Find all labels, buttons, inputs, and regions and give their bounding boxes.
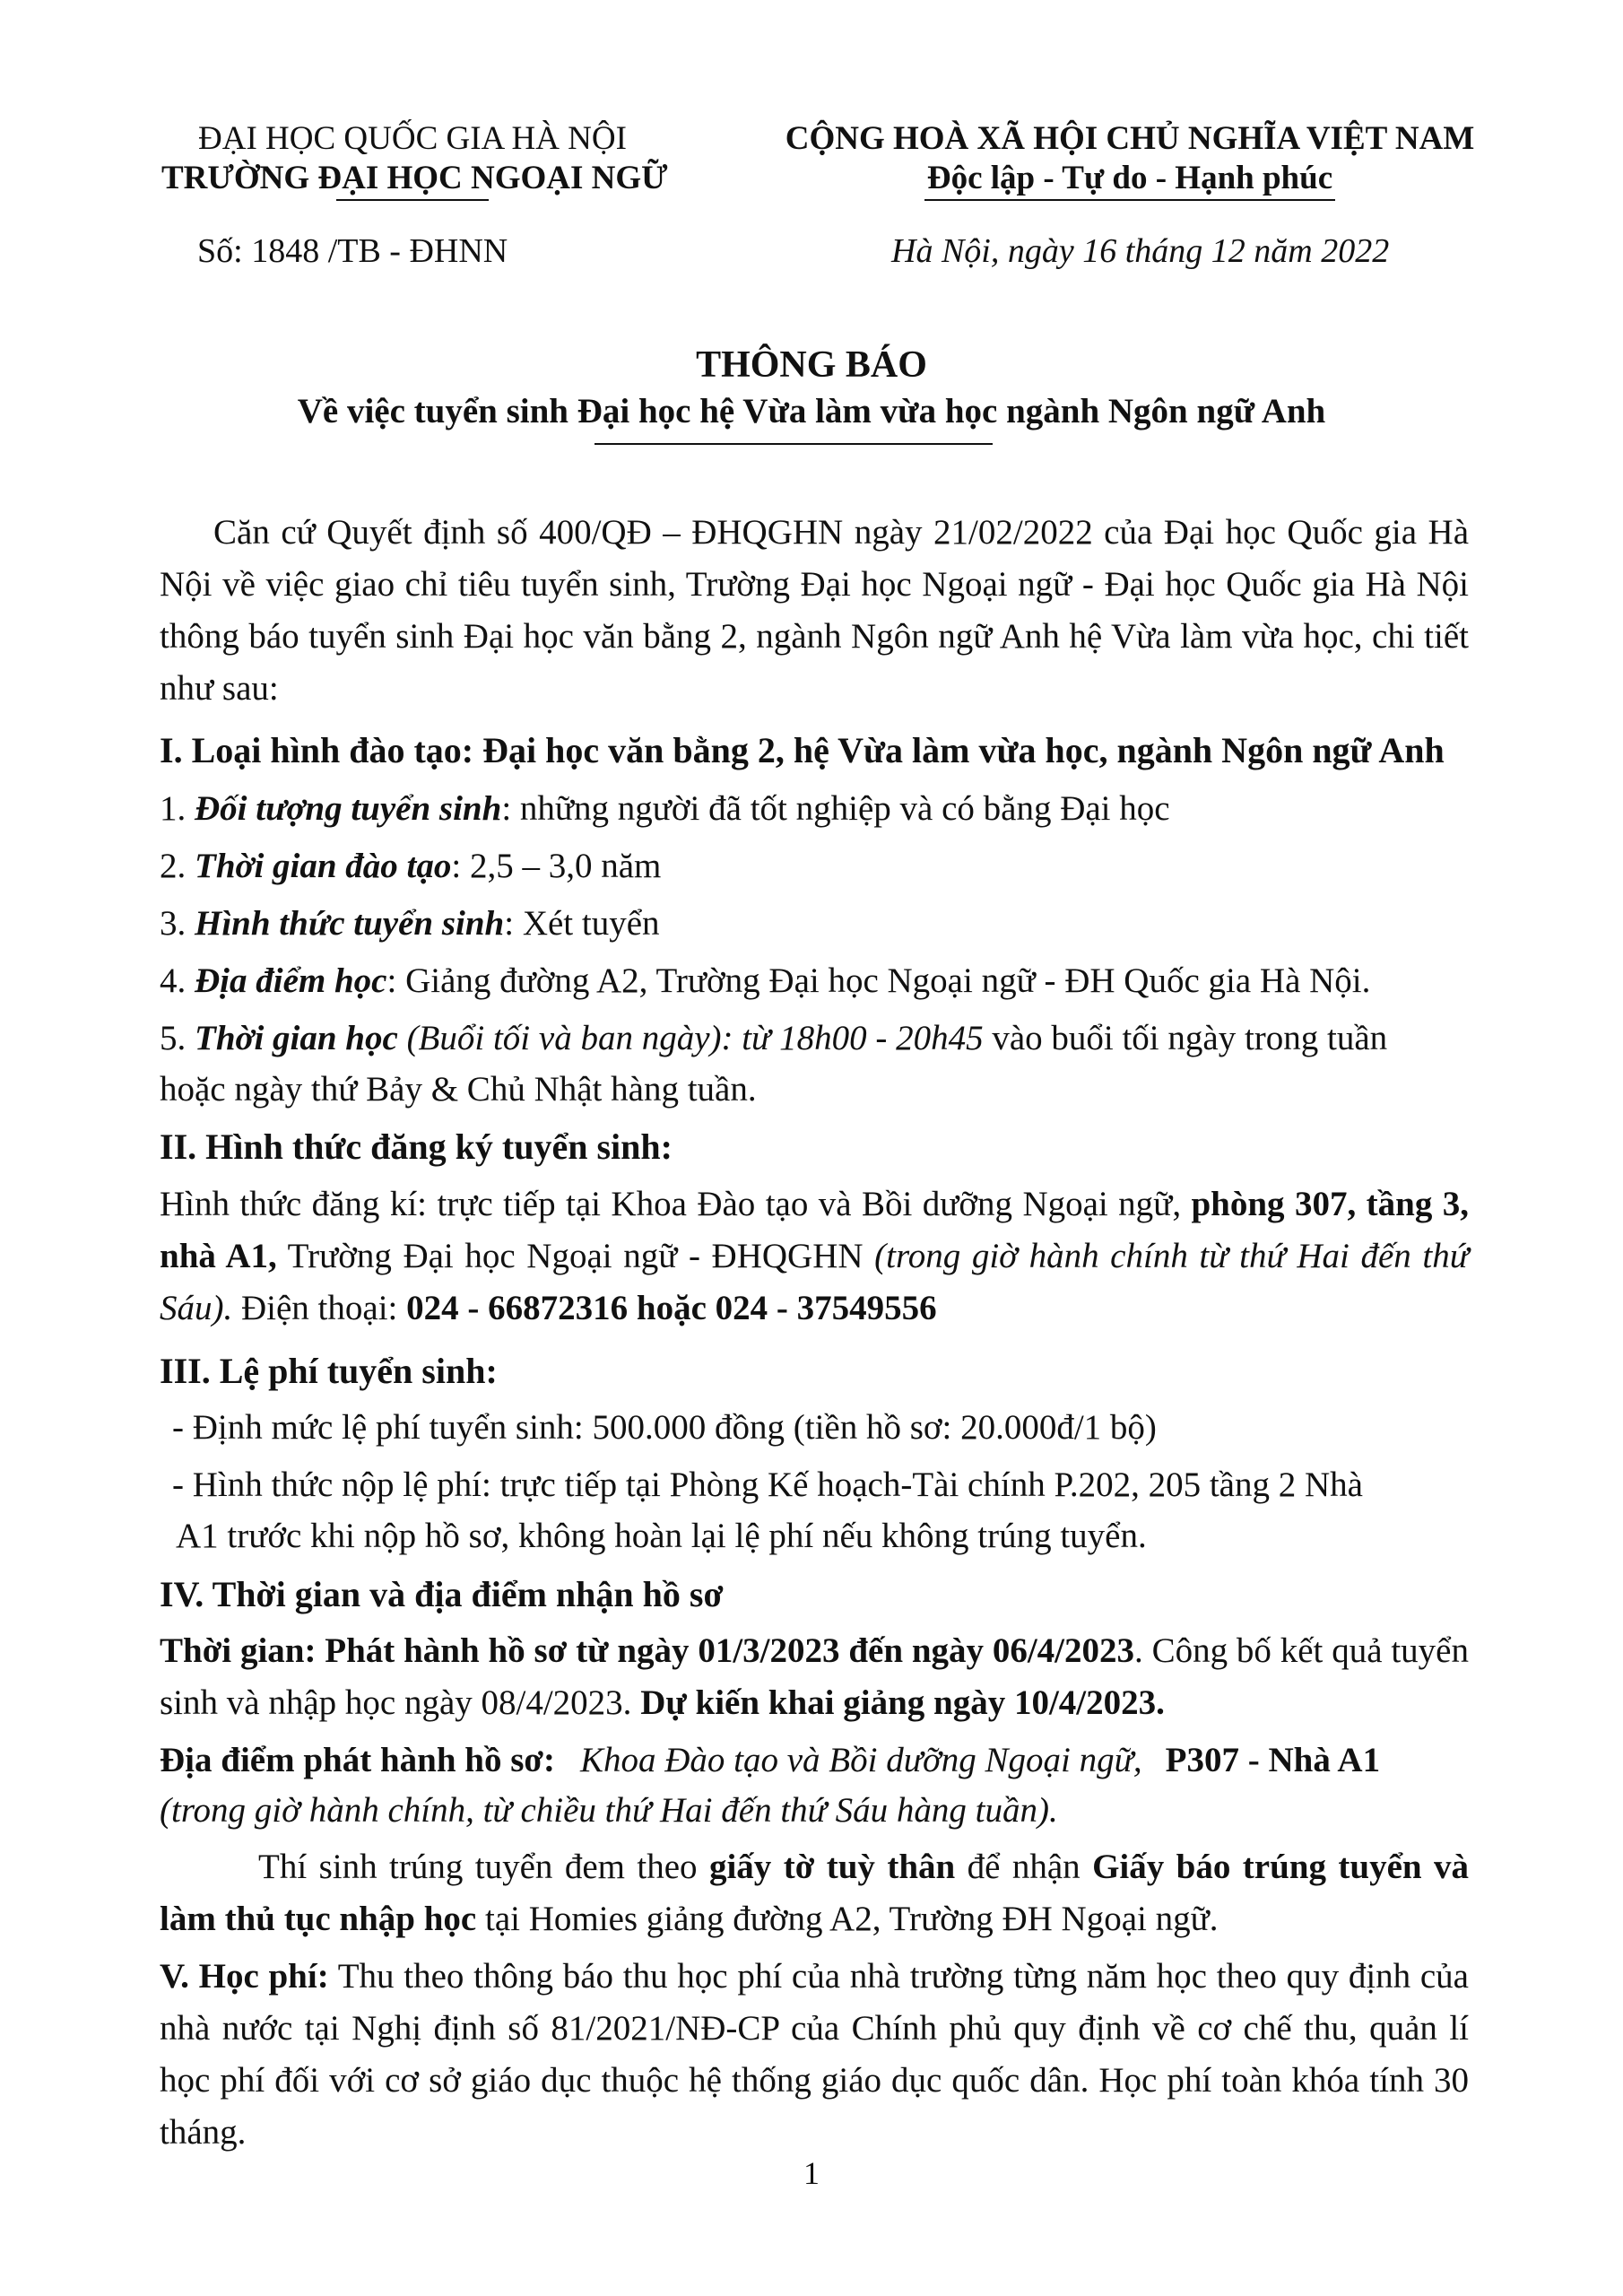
page-subtitle: Về việc tuyển sinh Đại học hệ Vừa làm vừa học ngành Ngôn ngữ Anh bbox=[297, 392, 1326, 430]
section-5-paragraph: V. Học phí: Thu theo thông báo thu học phí của nhà trường từng năm học theo quy định của nhà nước tại Nghị định số 81/2021/NĐ-CP của Chính phủ quy định về cơ chế thu, quản lí học phí đối với cơ sở giáo dục thuộc hệ thống giáo dục quốc dân. Học phí toàn khóa tính 30 tháng. bbox=[160, 1957, 1469, 2152]
section-3-fee-amount: - Định mức lệ phí tuyển sinh: 500.000 đồng (tiền hồ sơ: 20.000đ/1 bộ) bbox=[172, 1408, 1157, 1447]
document-number: Số: 1848 /TB - ĐHNN bbox=[197, 232, 508, 270]
university-name: ĐẠI HỌC QUỐC GIA HÀ NỘI bbox=[198, 120, 627, 157]
section-1-item-5: 5. Thời gian học (Buổi tối và ban ngày): từ 18h00 - 20h45 vào buổi tối ngày trong tuần bbox=[160, 1019, 1388, 1057]
section-4-note: Thí sinh trúng tuyển đem theo giấy tờ tuỳ thân để nhận Giấy báo trúng tuyển và làm thủ tục nhập học tại Homies giảng đường A2, Trường ĐH Ngoại ngữ. bbox=[160, 1848, 1469, 1938]
subtitle-underline bbox=[595, 443, 993, 445]
section-3-fee-method-continued: A1 trước khi nộp hồ sơ, không hoàn lại lệ phí nếu không trúng tuyển. bbox=[176, 1517, 1147, 1555]
section-5-heading: V. Học phí: bbox=[160, 1957, 329, 1996]
section-1-item-4: 4. Địa điểm học: Giảng đường A2, Trường Đại học Ngoại ngữ - ĐH Quốc gia Hà Nội. bbox=[160, 961, 1371, 1000]
section-2-paragraph: Hình thức đăng kí: trực tiếp tại Khoa Đào tạo và Bồi dưỡng Ngoại ngữ, phòng 307, tầng 3, nhà A1, Trường Đại học Ngoại ngữ - ĐHQGHN (trong giờ hành chính từ thứ Hai đến thứ Sáu). Điện thoại: 024 - 66872316 hoặc 024 - 37549556 bbox=[160, 1185, 1469, 1327]
section-1-item-2: 2. Thời gian đào tạo: 2,5 – 3,0 năm bbox=[160, 847, 662, 885]
left-header-underline bbox=[336, 199, 489, 201]
page-title: THÔNG BÁO bbox=[696, 344, 927, 386]
section-2-heading: II. Hình thức đăng ký tuyển sinh: bbox=[160, 1126, 673, 1167]
section-4-place-hours: (trong giờ hành chính, từ chiều thứ Hai đến thứ Sáu hàng tuần). bbox=[160, 1791, 1058, 1830]
section-1-item-1: 1. Đối tượng tuyển sinh: những người đã tốt nghiệp và có bằng Đại học bbox=[160, 789, 1170, 828]
document-date: Hà Nội, ngày 16 tháng 12 năm 2022 bbox=[891, 232, 1390, 270]
section-1-heading: I. Loại hình đào tạo: Đại học văn bằng 2, hệ Vừa làm vừa học, ngành Ngôn ngữ Anh bbox=[160, 730, 1445, 770]
section-4-time: Thời gian: Phát hành hồ sơ từ ngày 01/3/2023 đến ngày 06/4/2023. Công bố kết quả tuyển sinh và nhập học ngày 08/4/2023. Dự kiến khai giảng ngày 10/4/2023. bbox=[160, 1631, 1469, 1722]
page-number: 1 bbox=[803, 2155, 820, 2191]
right-header-underline bbox=[924, 199, 1335, 201]
intro-paragraph: Căn cứ Quyết định số 400/QĐ – ĐHQGHN ngày 21/02/2022 của Đại học Quốc gia Hà Nội về việc giao chỉ tiêu tuyển sinh, Trường Đại học Ngoại ngữ - Đại học Quốc gia Hà Nội thông báo tuyển sinh Đại học văn bằng 2, ngành Ngôn ngữ Anh hệ Vừa làm vừa học, chi tiết như sau: bbox=[160, 513, 1469, 708]
section-4-place: Địa điểm phát hành hồ sơ: Khoa Đào tạo và Bồi dưỡng Ngoại ngữ, P307 - Nhà A1 bbox=[160, 1741, 1381, 1779]
motto: Độc lập - Tự do - Hạnh phúc bbox=[926, 160, 1333, 196]
section-4-heading: IV. Thời gian và địa điểm nhận hồ sơ bbox=[160, 1574, 724, 1614]
section-3-heading: III. Lệ phí tuyển sinh: bbox=[160, 1351, 498, 1391]
section-1-item-5-continued: hoặc ngày thứ Bảy & Chủ Nhật hàng tuần. bbox=[160, 1070, 757, 1109]
section-3-fee-method: - Hình thức nộp lệ phí: trực tiếp tại Phòng Kế hoạch-Tài chính P.202, 205 tầng 2 Nhà bbox=[172, 1465, 1363, 1504]
school-name: TRƯỜNG ĐẠI HỌC NGOẠI NGỮ bbox=[161, 160, 668, 196]
country-name: CỘNG HOÀ XÃ HỘI CHỦ NGHĨA VIỆT NAM bbox=[785, 120, 1475, 157]
section-1-item-3: 3. Hình thức tuyển sinh: Xét tuyển bbox=[160, 904, 660, 943]
